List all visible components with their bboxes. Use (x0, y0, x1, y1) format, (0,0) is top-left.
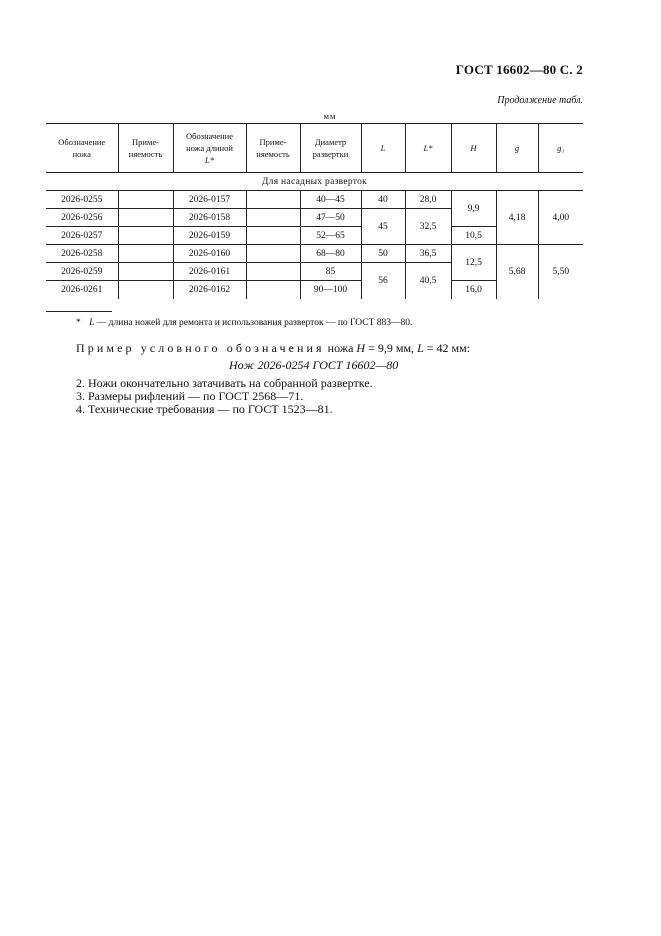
cell-diameter: 85 (300, 263, 361, 281)
col-header-diameter (300, 124, 361, 173)
section-title: Для насадных разверток (46, 173, 583, 191)
cell-diameter: 68—80 (300, 245, 361, 263)
cell-use (118, 245, 173, 263)
units-label: мм (323, 111, 337, 121)
cell-L: 50 (361, 245, 405, 263)
cell-code-l: 2026-0158 (173, 209, 246, 227)
cell-g: 5,68 (496, 245, 538, 299)
cell-code: 2026-0258 (46, 245, 118, 263)
col-header-use2 (246, 124, 300, 173)
cell-g1: 4,00 (538, 191, 583, 245)
cell-use2 (246, 209, 300, 227)
list-item: 2. Ножи окончательно затачивать на собранной развертке. (76, 376, 373, 390)
footnote-divider (46, 311, 112, 312)
footnote-marker: * (76, 318, 81, 328)
cell-code: 2026-0261 (61, 284, 103, 295)
col-header-use (118, 124, 173, 173)
cell-code-l: 2026-0159 (173, 227, 246, 245)
header-text: ножа (72, 149, 91, 159)
cell-use2 (246, 227, 300, 245)
example-var-h: H (356, 341, 366, 355)
cell-use (118, 263, 173, 281)
cell-code-l: 2026-0157 (173, 191, 246, 209)
header-text: развертки (312, 149, 349, 159)
cell-code: 2026-0259 (46, 263, 118, 281)
cell-diameter: 52—65 (300, 227, 361, 245)
example-text: = 42 мм: (423, 341, 471, 355)
cell-code: 2026-0257 (46, 227, 118, 245)
cell-use2 (246, 191, 300, 209)
cell-code: 2026-0256 (46, 209, 118, 227)
header-text: няемость (256, 149, 290, 159)
col-header-g: g (496, 124, 538, 173)
cell-code: 2026-0255 (46, 191, 118, 209)
cell-use2 (246, 263, 300, 281)
page-header: ГОСТ 16602—80 С. 2 (455, 62, 583, 77)
header-text: Приме- (259, 137, 287, 147)
cell-code-l: 2026-0160 (173, 245, 246, 263)
cell-H: 16,0 (451, 281, 496, 299)
header-text: ножа длиной (186, 143, 233, 153)
list-item: 3. Размеры рифлений — по ГОСТ 2568—71. (76, 389, 304, 403)
col-header-g1: g₁ (538, 124, 583, 173)
footnote-variable: L (89, 318, 95, 328)
example-designation: Нож 2026-0254 ГОСТ 16602—80 (229, 358, 399, 372)
header-text: L* (205, 155, 214, 165)
cell-L-star: 40,5 (405, 263, 451, 299)
header-text: няемость (128, 149, 163, 159)
cell-code-l: 2026-0162 (173, 281, 246, 299)
cell-L-star: 28,0 (405, 191, 451, 209)
table-section-row (46, 173, 583, 191)
cell-diameter: 40—45 (300, 191, 361, 209)
col-header-H: H (451, 124, 496, 173)
example-text: ножа (324, 341, 357, 355)
cell-code-l: 2026-0161 (173, 263, 246, 281)
example-text: = 9,9 мм, (365, 341, 418, 355)
col-header-L-star: L* (405, 124, 451, 173)
header-text: Обозначение (58, 137, 106, 147)
knife-spec-table (46, 123, 583, 299)
cell-diameter: 90—100 (300, 281, 361, 299)
table-row (46, 245, 583, 263)
cell-use2 (246, 245, 300, 263)
example-heading: Пример условного обозначения (76, 341, 325, 355)
designation-example (76, 341, 470, 356)
header-text: Диаметр (314, 137, 347, 147)
cell-diameter: 47—50 (300, 209, 361, 227)
cell-H: 12,5 (451, 245, 496, 281)
col-header-code-l (173, 124, 246, 173)
cell-use (118, 227, 173, 245)
header-text: Обозначение (186, 131, 233, 141)
cell-L-star: 36,5 (405, 245, 451, 263)
cell-use2 (246, 281, 300, 299)
requirements-list (76, 377, 373, 416)
col-header-L: L (361, 124, 405, 173)
footnote (76, 318, 412, 328)
footnote-text: — длина ножей для ремонта и использования разверток — по ГОСТ 883—80. (94, 318, 413, 328)
cell-g: 4,18 (496, 191, 538, 245)
table-header-row (46, 124, 583, 173)
cell-use (118, 191, 173, 209)
cell-L: 40 (361, 191, 405, 209)
col-header-code (46, 124, 118, 173)
cell-H: 9,9 (451, 191, 496, 227)
table-continuation-label: Продолжение табл. (497, 95, 583, 106)
header-text: Приме- (132, 137, 159, 147)
cell-use (118, 281, 173, 299)
table-row (46, 191, 583, 209)
cell-g1: 5,50 (538, 245, 583, 299)
cell-L-star: 32,5 (405, 209, 451, 245)
cell-use (118, 209, 173, 227)
cell-H: 10,5 (451, 227, 496, 245)
cell-L: 56 (361, 263, 405, 299)
cell-L: 45 (361, 209, 405, 245)
list-item: 4. Технические требования — по ГОСТ 1523—81. (76, 402, 333, 416)
example-var-l: L (417, 341, 424, 355)
